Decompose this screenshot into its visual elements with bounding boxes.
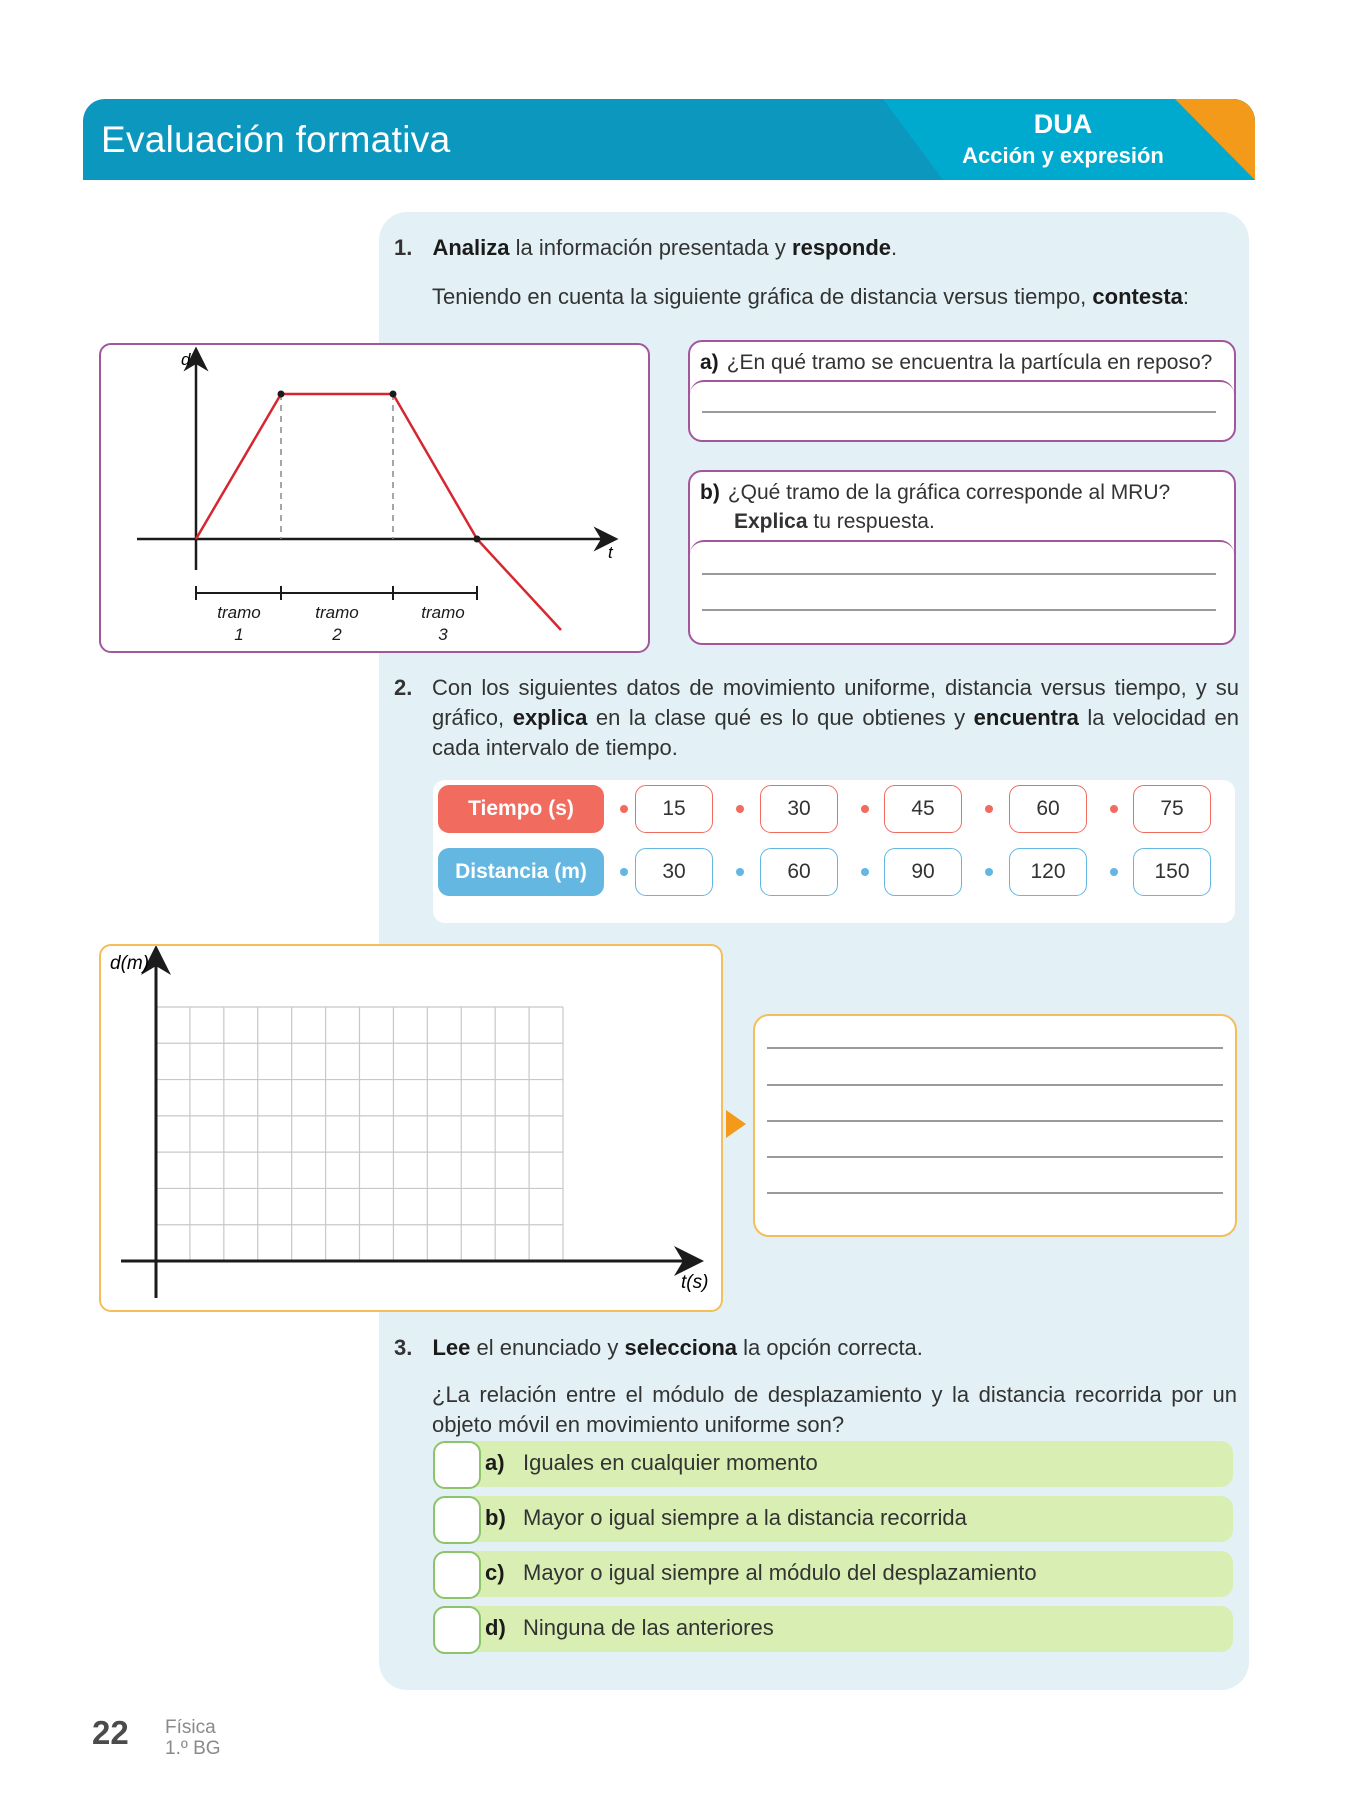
distance-cell: 120 xyxy=(1009,848,1087,896)
page-number: 22 xyxy=(92,1714,129,1751)
instruction-text: la velocidad en cada intervalo de tiempo. xyxy=(432,705,1239,760)
question-number: 1. xyxy=(394,235,413,260)
option-a[interactable] xyxy=(433,1441,1233,1487)
instruction-text: la información presentada y xyxy=(509,235,793,260)
option-text: Ninguna de las anteriores xyxy=(523,1615,774,1640)
question-1-prompt xyxy=(432,282,1189,312)
option-label: b) xyxy=(700,481,720,504)
segment-2-number: 2 xyxy=(332,625,342,644)
question-1b-box xyxy=(688,470,1236,645)
bullet-dot xyxy=(620,868,628,876)
question-3-heading xyxy=(394,1333,923,1363)
x-axis-label: t xyxy=(608,543,613,562)
bullet-dot xyxy=(1110,868,1118,876)
answer-line xyxy=(767,1192,1223,1194)
instruction-bold: Lee xyxy=(432,1335,471,1360)
option-c[interactable] xyxy=(433,1551,1233,1597)
y-axis-label: d xyxy=(181,350,191,369)
option-d[interactable] xyxy=(433,1606,1233,1652)
grid-lines xyxy=(156,1007,563,1261)
bullet-dot xyxy=(985,805,993,813)
grade-level: 1.º BG xyxy=(165,1738,221,1759)
answer-line xyxy=(767,1156,1223,1158)
option-checkbox[interactable] xyxy=(433,1551,481,1599)
prompt-text: Teniendo en cuenta la siguiente gráfica de distancia versus tiempo, xyxy=(432,284,1093,309)
answer-line xyxy=(767,1084,1223,1086)
x-axis-label: t(s) xyxy=(681,1272,709,1293)
time-cell: 75 xyxy=(1133,785,1211,833)
option-text: Mayor o igual siempre a la distancia recorrida xyxy=(523,1505,967,1530)
bullet-dot xyxy=(736,868,744,876)
subject-name: Física xyxy=(165,1717,216,1738)
bullet-dot xyxy=(736,805,744,813)
question-text: tu respuesta. xyxy=(807,510,935,533)
segment-1-number: 1 xyxy=(234,625,244,644)
instruction-bold: encuentra xyxy=(973,705,1079,730)
bullet-dot xyxy=(861,868,869,876)
instruction-text: el enunciado y xyxy=(470,1335,625,1360)
question-1-heading xyxy=(394,233,897,263)
option-checkbox[interactable] xyxy=(433,1441,481,1489)
instruction-bold: responde xyxy=(792,235,892,260)
dua-badge-title: DUA xyxy=(1033,109,1093,139)
question-1a-prompt xyxy=(690,342,1234,380)
answer-1a-field[interactable] xyxy=(690,380,1234,440)
question-text: ¿Qué tramo de la gráfica corresponde al MRU? xyxy=(727,481,1171,504)
option-checkbox[interactable] xyxy=(433,1496,481,1544)
answer-line xyxy=(702,573,1216,575)
option-label: a) xyxy=(485,1450,505,1475)
segment-2-label: tramo xyxy=(315,603,359,622)
prompt-bold: contesta xyxy=(1092,284,1183,309)
distance-cell: 90 xyxy=(884,848,962,896)
instruction-bold: explica xyxy=(512,705,588,730)
data-table xyxy=(433,780,1235,923)
time-cell: 60 xyxy=(1009,785,1087,833)
instruction-bold: selecciona xyxy=(624,1335,738,1360)
question-text: ¿En qué tramo se encuentra la partícula en reposo? xyxy=(726,351,1213,374)
segment-3-label: tramo xyxy=(421,603,465,622)
instruction-text: la opción correcta. xyxy=(737,1335,923,1360)
option-label: a) xyxy=(700,351,719,374)
subject-info xyxy=(165,1717,221,1759)
question-bold: Explica xyxy=(734,510,808,533)
question-number: 3. xyxy=(394,1335,413,1360)
answer-line xyxy=(702,411,1216,413)
grid-svg xyxy=(101,946,721,1310)
time-cell: 15 xyxy=(635,785,713,833)
option-text: Mayor o igual siempre al módulo del desplazamiento xyxy=(523,1560,1037,1585)
vertex-point xyxy=(474,536,481,543)
distance-cell: 150 xyxy=(1133,848,1211,896)
segment-3-number: 3 xyxy=(438,625,448,644)
bullet-dot xyxy=(1110,805,1118,813)
vertex-point xyxy=(278,391,285,398)
dua-badge-subtitle: Acción y expresión xyxy=(962,143,1164,168)
distance-line xyxy=(196,394,561,630)
time-cell: 30 xyxy=(760,785,838,833)
option-label: d) xyxy=(485,1615,506,1640)
empty-graph-grid[interactable] xyxy=(99,944,723,1312)
bullet-dot xyxy=(861,805,869,813)
option-label: c) xyxy=(485,1560,505,1585)
option-label: b) xyxy=(485,1505,506,1530)
distance-row-label: Distancia (m) xyxy=(438,848,604,896)
question-number: 2. xyxy=(394,675,413,700)
y-axis-label: d(m) xyxy=(110,953,150,974)
distance-time-graph-svg xyxy=(101,345,648,651)
section-header xyxy=(83,99,1255,180)
distance-cell: 60 xyxy=(760,848,838,896)
segment-1-label: tramo xyxy=(217,603,261,622)
instruction-bold: Analiza xyxy=(432,235,510,260)
instruction-text: Con los siguientes datos de movimiento uniforme, distancia versus tiempo, y su gráfico, xyxy=(432,675,1239,730)
time-cell: 45 xyxy=(884,785,962,833)
answer-1b-field[interactable] xyxy=(690,540,1234,643)
section-title: Evaluación formativa xyxy=(101,119,451,160)
instruction-text: en la clase qué es lo que obtienes y xyxy=(587,705,974,730)
distance-cell: 30 xyxy=(635,848,713,896)
instruction-text: . xyxy=(891,235,898,260)
bullet-dot xyxy=(985,868,993,876)
question-2-heading xyxy=(394,673,1239,763)
question-1a-box xyxy=(688,340,1236,442)
prompt-text: : xyxy=(1182,284,1190,309)
segment-brackets xyxy=(196,586,477,600)
question-1b-prompt xyxy=(690,472,1234,540)
explanation-answer-field[interactable] xyxy=(753,1014,1237,1237)
vertex-point xyxy=(390,391,397,398)
option-checkbox[interactable] xyxy=(433,1606,481,1654)
option-b[interactable] xyxy=(433,1496,1233,1542)
arrow-right-icon xyxy=(726,1110,746,1138)
answer-line xyxy=(702,609,1216,611)
distance-time-graph xyxy=(99,343,650,653)
bullet-dot xyxy=(620,805,628,813)
question-3-prompt: ¿La relación entre el módulo de desplazamiento y la distancia recorrida por un objeto móvil en movimiento uniforme son? xyxy=(432,1382,1237,1437)
answer-line xyxy=(767,1120,1223,1122)
time-row-label: Tiempo (s) xyxy=(438,785,604,833)
answer-line xyxy=(767,1047,1223,1049)
option-text: Iguales en cualquier momento xyxy=(523,1450,818,1475)
